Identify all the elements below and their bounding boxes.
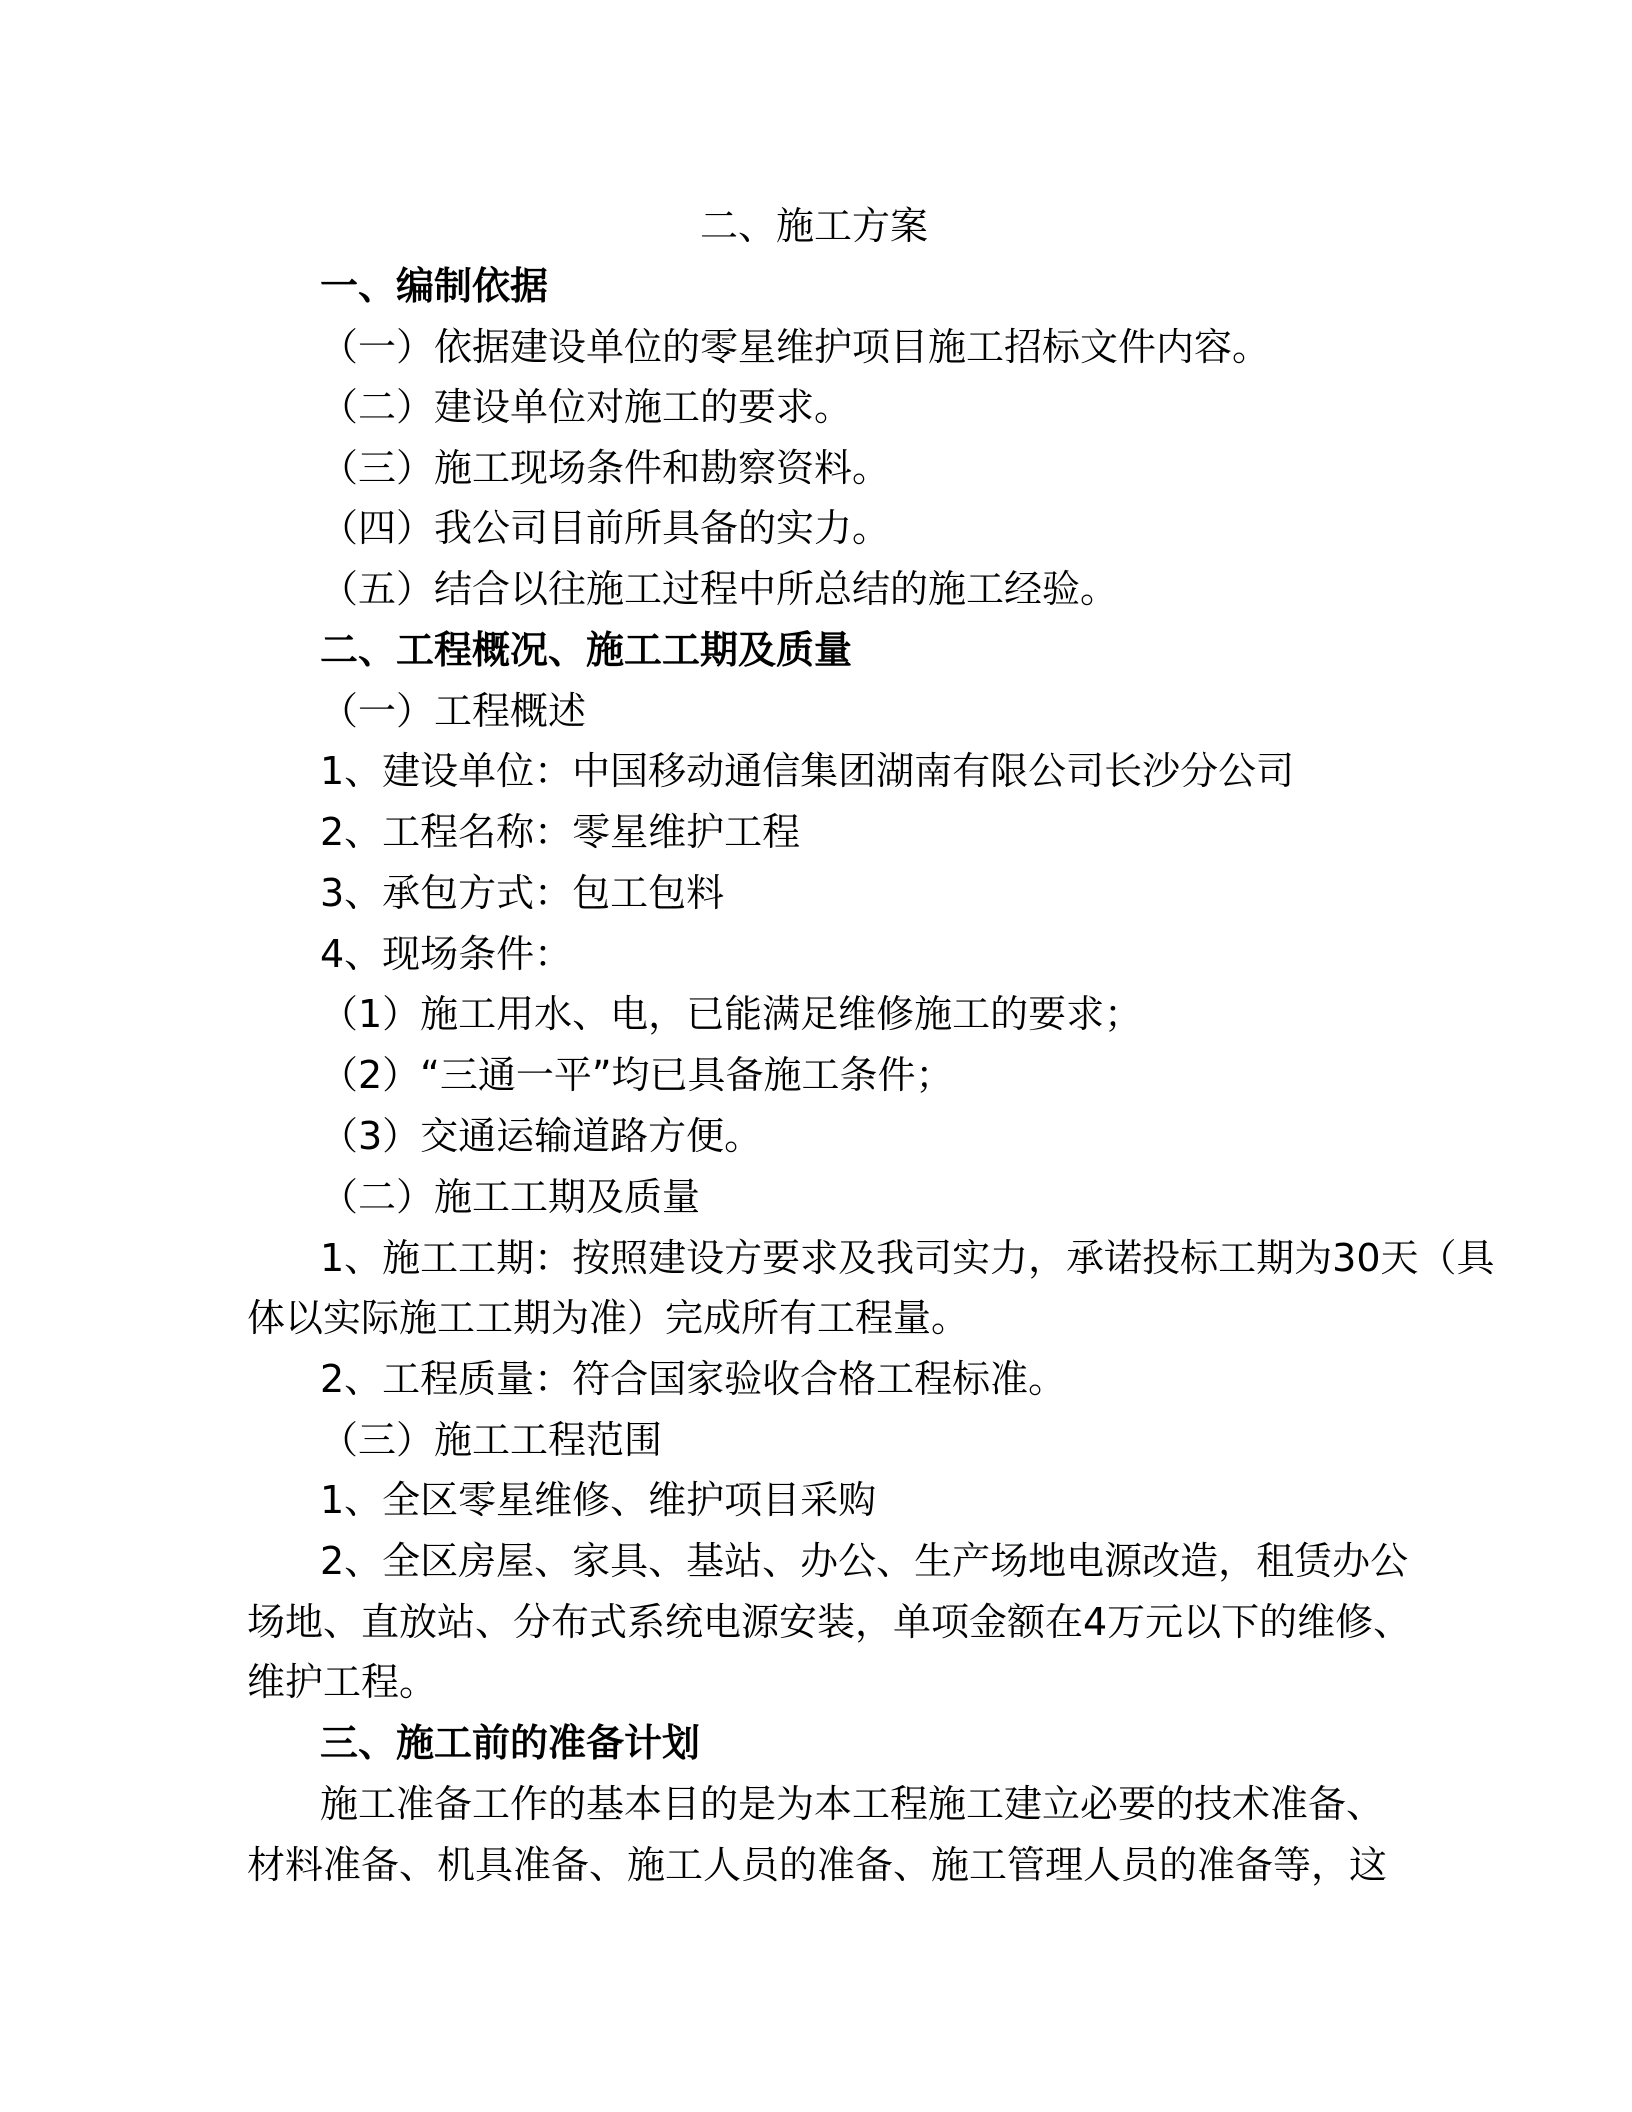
body-line: （2）“三通一平”均已具备施工条件； bbox=[320, 1053, 954, 1097]
body-line: 2、全区房屋、家具、基站、办公、生产场地电源改造，租赁办公 bbox=[320, 1539, 1409, 1583]
body-line: （3）交通运输道路方便。 bbox=[320, 1114, 763, 1158]
body-line: 场地、直放站、分布式系统电源安装，单项金额在4万元以下的维修、 bbox=[247, 1600, 1412, 1644]
body-line: （一）工程概述 bbox=[320, 689, 587, 733]
body-line: （四）我公司目前所具备的实力。 bbox=[320, 506, 891, 550]
document-title: 二、施工方案 bbox=[700, 204, 929, 248]
body-line: （一）依据建设单位的零星维护项目施工招标文件内容。 bbox=[320, 325, 1271, 369]
body-line: 3、承包方式：包工包料 bbox=[320, 871, 725, 915]
body-line: 体以实际施工工期为准）完成所有工程量。 bbox=[247, 1296, 970, 1340]
body-line: 材料准备、机具准备、施工人员的准备、施工管理人员的准备等，这 bbox=[247, 1843, 1388, 1887]
body-line: 4、现场条件： bbox=[320, 932, 573, 976]
body-line: 施工准备工作的基本目的是为本工程施工建立必要的技术准备、 bbox=[320, 1782, 1385, 1826]
body-line: 1、施工工期：按照建设方要求及我司实力，承诺投标工期为30天（具 bbox=[320, 1236, 1495, 1280]
body-line: （五）结合以往施工过程中所总结的施工经验。 bbox=[320, 567, 1119, 611]
body-line: （1）施工用水、电，已能满足维修施工的要求； bbox=[320, 992, 1143, 1036]
body-line: 2、工程名称：零星维护工程 bbox=[320, 810, 801, 854]
body-line: （二）施工工期及质量 bbox=[320, 1175, 701, 1219]
section-heading: 三、施工前的准备计划 bbox=[320, 1721, 701, 1765]
body-line: （三）施工现场条件和勘察资料。 bbox=[320, 446, 891, 490]
body-line: 维护工程。 bbox=[247, 1660, 438, 1704]
section-heading: 二、工程概况、施工工期及质量 bbox=[320, 628, 853, 672]
body-line: 1、建设单位：中国移动通信集团湖南有限公司长沙分公司 bbox=[320, 749, 1295, 793]
body-line: 2、工程质量：符合国家验收合格工程标准。 bbox=[320, 1357, 1067, 1401]
body-line: （三）施工工程范围 bbox=[320, 1418, 663, 1462]
body-line: 1、全区零星维修、维护项目采购 bbox=[320, 1478, 877, 1522]
section-heading: 一、编制依据 bbox=[320, 264, 549, 308]
body-line: （二）建设单位对施工的要求。 bbox=[320, 385, 853, 429]
